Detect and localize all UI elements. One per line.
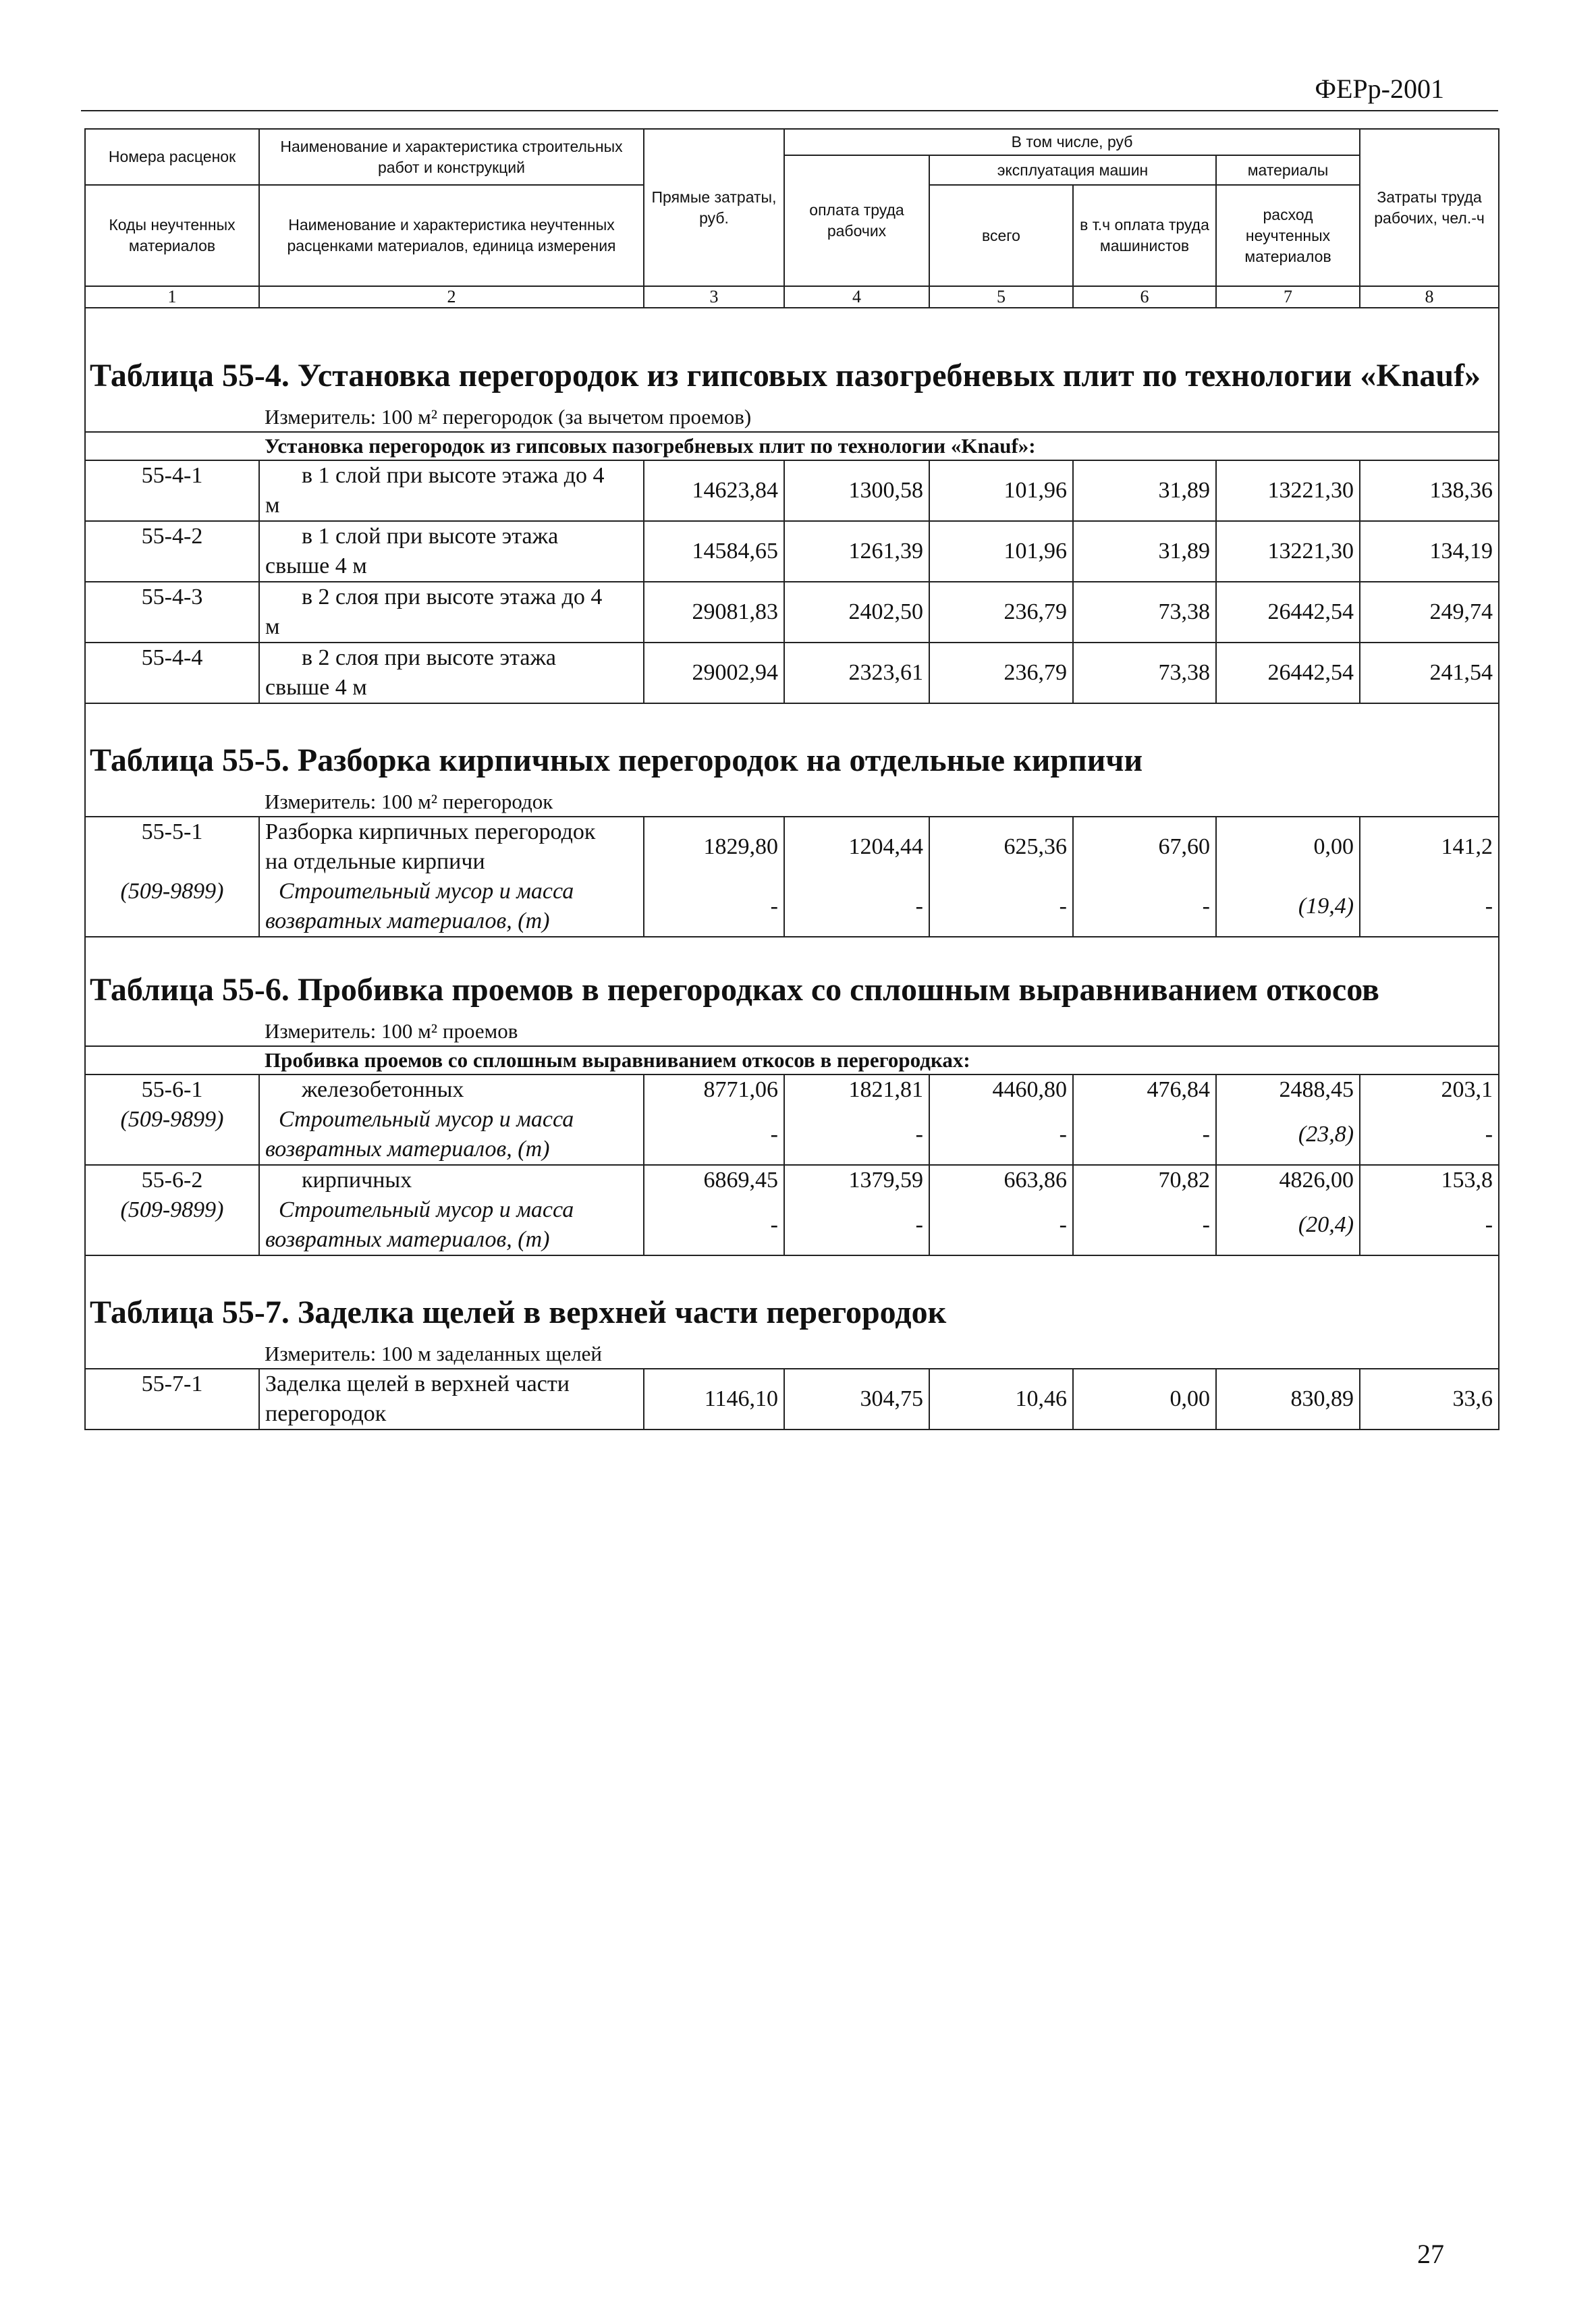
direct-costs: 29002,94 xyxy=(644,643,784,703)
work-name-line: перегородок xyxy=(265,1401,387,1426)
direct-costs: - xyxy=(644,1105,784,1165)
document-code: ФЕРр-2001 xyxy=(1315,74,1444,104)
materials: 26442,54 xyxy=(1216,582,1360,643)
material-name-line: Строительный мусор и масса xyxy=(279,1107,574,1132)
table-row xyxy=(85,460,1499,521)
machinists-pay: 31,89 xyxy=(1073,521,1216,582)
material-name-line: Строительный мусор и масса xyxy=(279,1197,574,1222)
labor-hours: - xyxy=(1360,1105,1499,1165)
material-code: (509-9899) xyxy=(85,1105,259,1165)
machines-total: 101,96 xyxy=(929,521,1073,582)
unaccounted-materials: (23,8) xyxy=(1216,1105,1360,1165)
labor-hours: 241,54 xyxy=(1360,643,1499,703)
materials: 0,00 xyxy=(1216,817,1360,877)
header-labor-pay: оплата труда рабочих xyxy=(784,155,929,286)
header-machinists-pay: в т.ч оплата труда машинистов xyxy=(1073,185,1216,286)
labor-hours: 141,2 xyxy=(1360,817,1499,877)
labor-hours: 134,19 xyxy=(1360,521,1499,582)
work-name-line: Разборка кирпичных перегородок xyxy=(265,819,596,844)
header-including: В том числе, руб xyxy=(784,129,1360,155)
column-numbers-row xyxy=(85,286,1499,308)
work-name-line: в 1 слой при высоте этажа xyxy=(302,524,559,549)
labor-pay: 1821,81 xyxy=(784,1074,929,1105)
header-work-name: Наименование и характеристика строительных работ и конструкций xyxy=(259,129,644,185)
direct-costs: - xyxy=(644,877,784,937)
machines-total: 236,79 xyxy=(929,643,1073,703)
labor-hours: 138,36 xyxy=(1360,460,1499,521)
labor-pay: 1261,39 xyxy=(784,521,929,582)
labor-hours: 153,8 xyxy=(1360,1165,1499,1195)
material-name-line: Строительный мусор и масса xyxy=(279,879,574,904)
table-row-material xyxy=(85,1195,1499,1255)
work-name xyxy=(259,582,644,643)
machinists-pay: - xyxy=(1073,1105,1216,1165)
direct-costs: 8771,06 xyxy=(644,1074,784,1105)
work-name xyxy=(259,817,644,877)
table-row xyxy=(85,817,1499,877)
table-title-55-4: Таблица 55-4. Установка перегородок из гипсовых пазогребневых плит по технологии «Knauf» xyxy=(85,308,1499,402)
machinists-pay: 73,38 xyxy=(1073,582,1216,643)
rate-code: 55-4-1 xyxy=(85,460,259,521)
work-name-line: свыше 4 м xyxy=(265,675,367,700)
direct-costs: 14623,84 xyxy=(644,460,784,521)
work-name-line: в 2 слоя при высоте этажа до 4 xyxy=(302,584,603,609)
labor-pay: 1204,44 xyxy=(784,817,929,877)
table-row xyxy=(85,1165,1499,1195)
work-name-line: Заделка щелей в верхней части xyxy=(265,1371,570,1396)
meter-55-7: Измеритель: 100 м заделанных щелей xyxy=(85,1339,1499,1369)
work-name xyxy=(259,460,644,521)
work-name-line: в 1 слой при высоте этажа до 4 xyxy=(302,463,605,488)
materials: 830,89 xyxy=(1216,1369,1360,1430)
work-name xyxy=(259,643,644,703)
rate-code: 55-6-1 xyxy=(85,1074,259,1105)
machinists-pay: - xyxy=(1073,1195,1216,1255)
materials: 4826,00 xyxy=(1216,1165,1360,1195)
work-name xyxy=(259,1165,644,1195)
table-row xyxy=(85,521,1499,582)
work-name-line: м xyxy=(265,614,280,639)
labor-pay: 2402,50 xyxy=(784,582,929,643)
direct-costs: 29081,83 xyxy=(644,582,784,643)
machines-total: 10,46 xyxy=(929,1369,1073,1430)
material-name xyxy=(259,877,644,937)
rates-table xyxy=(84,128,1499,1430)
table-row-material xyxy=(85,877,1499,937)
labor-pay: 304,75 xyxy=(784,1369,929,1430)
labor-pay: - xyxy=(784,1195,929,1255)
page-number: 27 xyxy=(1417,2239,1444,2269)
direct-costs: 1829,80 xyxy=(644,817,784,877)
labor-pay: 2323,61 xyxy=(784,643,929,703)
labor-pay: 1379,59 xyxy=(784,1165,929,1195)
direct-costs: 14584,65 xyxy=(644,521,784,582)
machinists-pay: 67,60 xyxy=(1073,817,1216,877)
direct-costs: 6869,45 xyxy=(644,1165,784,1195)
materials: 26442,54 xyxy=(1216,643,1360,703)
meter-55-6: Измеритель: 100 м² проемов xyxy=(85,1016,1499,1046)
section-title-55-6: Пробивка проемов со сплошным выравниванием откосов в перегородках: xyxy=(85,1046,1499,1074)
work-name-line: свыше 4 м xyxy=(265,553,367,578)
section-title-55-4: Установка перегородок из гипсовых пазогребневых плит по технологии «Knauf»: xyxy=(85,432,1499,460)
meter-55-4: Измеритель: 100 м² перегородок (за вычетом проемов) xyxy=(85,402,1499,432)
header-machines-total: всего xyxy=(929,185,1073,286)
header-material-names: Наименование и характеристика неучтенных расценками материалов, единица измерения xyxy=(259,185,644,286)
work-name-line: в 2 слоя при высоте этажа xyxy=(302,645,557,670)
machinists-pay: 70,82 xyxy=(1073,1165,1216,1195)
header-labor-hours: Затраты труда рабочих, чел.-ч xyxy=(1360,129,1499,286)
table-row-material xyxy=(85,1105,1499,1165)
work-name-line: кирпичных xyxy=(302,1168,412,1193)
labor-hours: - xyxy=(1360,877,1499,937)
column-number: 2 xyxy=(259,286,644,308)
materials: 13221,30 xyxy=(1216,460,1360,521)
table-row xyxy=(85,582,1499,643)
rate-code: 55-5-1 xyxy=(85,817,259,877)
table-row xyxy=(85,1074,1499,1105)
header-rule xyxy=(81,110,1498,111)
machines-total: 625,36 xyxy=(929,817,1073,877)
labor-hours: 249,74 xyxy=(1360,582,1499,643)
rate-code: 55-4-4 xyxy=(85,643,259,703)
machines-total: 4460,80 xyxy=(929,1074,1073,1105)
material-name-line: возвратных материалов, (т) xyxy=(265,1227,550,1252)
header-direct-costs: Прямые затраты, руб. xyxy=(644,129,784,286)
column-number: 3 xyxy=(644,286,784,308)
header-unaccounted-materials: расход неучтенных материалов xyxy=(1216,185,1360,286)
labor-pay: - xyxy=(784,1105,929,1165)
material-name-line: возвратных материалов, (т) xyxy=(265,1137,550,1162)
meter-55-5: Измеритель: 100 м² перегородок xyxy=(85,787,1499,817)
work-name xyxy=(259,1074,644,1105)
material-name xyxy=(259,1105,644,1165)
machinists-pay: 0,00 xyxy=(1073,1369,1216,1430)
material-name-line: возвратных материалов, (т) xyxy=(265,908,550,933)
column-number: 4 xyxy=(784,286,929,308)
column-number: 8 xyxy=(1360,286,1499,308)
work-name xyxy=(259,1369,644,1430)
machinists-pay: - xyxy=(1073,877,1216,937)
unaccounted-materials: (20,4) xyxy=(1216,1195,1360,1255)
direct-costs: 1146,10 xyxy=(644,1369,784,1430)
column-number: 5 xyxy=(929,286,1073,308)
materials: 2488,45 xyxy=(1216,1074,1360,1105)
work-name-line: железобетонных xyxy=(302,1077,464,1102)
column-number: 7 xyxy=(1216,286,1360,308)
table-row xyxy=(85,643,1499,703)
machines-total: 101,96 xyxy=(929,460,1073,521)
table-title-55-5: Таблица 55-5. Разборка кирпичных перегородок на отдельные кирпичи xyxy=(85,703,1499,787)
material-name xyxy=(259,1195,644,1255)
work-name-line: на отдельные кирпичи xyxy=(265,849,485,874)
machinists-pay: 73,38 xyxy=(1073,643,1216,703)
labor-hours: 203,1 xyxy=(1360,1074,1499,1105)
machinists-pay: 476,84 xyxy=(1073,1074,1216,1105)
table-title-55-6: Таблица 55-6. Пробивка проемов в перегородках со сплошным выравниванием откосов xyxy=(85,937,1499,1016)
rate-code: 55-4-3 xyxy=(85,582,259,643)
work-name-line: м xyxy=(265,493,280,518)
labor-pay: - xyxy=(784,877,929,937)
labor-hours: 33,6 xyxy=(1360,1369,1499,1430)
header-machines: эксплуатация машин xyxy=(929,155,1216,185)
labor-pay: 1300,58 xyxy=(784,460,929,521)
materials: 13221,30 xyxy=(1216,521,1360,582)
machines-total: 236,79 xyxy=(929,582,1073,643)
header-rate-numbers: Номера расценок xyxy=(85,129,259,185)
machines-total: 663,86 xyxy=(929,1165,1073,1195)
table-row xyxy=(85,1369,1499,1430)
rate-code: 55-7-1 xyxy=(85,1369,259,1430)
machines-total: - xyxy=(929,1105,1073,1165)
table-header xyxy=(85,129,1499,308)
table-title-55-7: Таблица 55-7. Заделка щелей в верхней части перегородок xyxy=(85,1255,1499,1339)
header-materials: материалы xyxy=(1216,155,1360,185)
column-number: 1 xyxy=(85,286,259,308)
direct-costs: - xyxy=(644,1195,784,1255)
machines-total: - xyxy=(929,877,1073,937)
work-name xyxy=(259,521,644,582)
rate-code: 55-4-2 xyxy=(85,521,259,582)
labor-hours: - xyxy=(1360,1195,1499,1255)
material-code: (509-9899) xyxy=(85,877,259,937)
material-code: (509-9899) xyxy=(85,1195,259,1255)
rate-code: 55-6-2 xyxy=(85,1165,259,1195)
machinists-pay: 31,89 xyxy=(1073,460,1216,521)
header-material-codes: Коды неучтенных материалов xyxy=(85,185,259,286)
machines-total: - xyxy=(929,1195,1073,1255)
unaccounted-materials: (19,4) xyxy=(1216,877,1360,937)
column-number: 6 xyxy=(1073,286,1216,308)
